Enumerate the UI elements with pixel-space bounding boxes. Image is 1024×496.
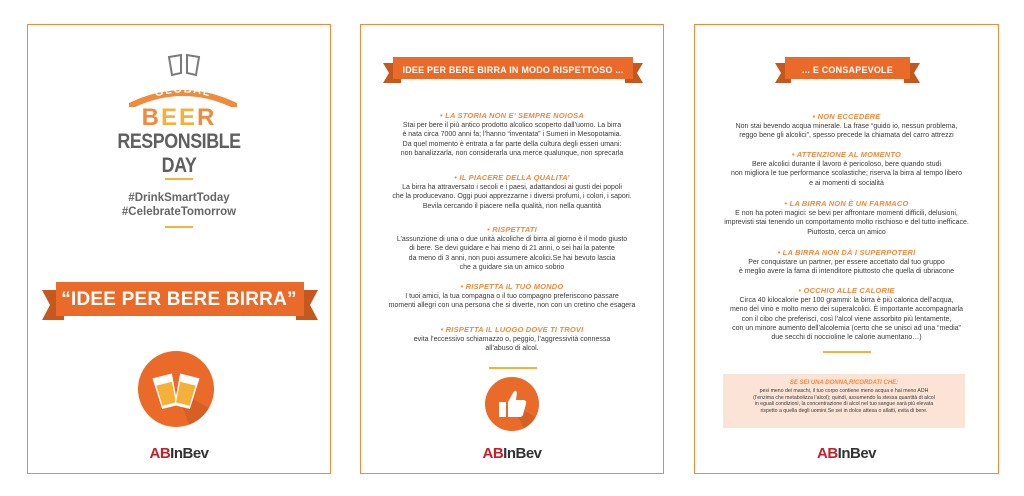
note-line: in eguali condizioni, la concentrazione di alcol nel tuo sangue sarà più elevata [754,401,934,408]
section-line: Bevila cercando il piacere nella qualità, non nella quantità [422,202,602,210]
section-line: I tuoi amici, la tua compagna o il tuo compagno preferiscono passare [405,293,619,300]
note-line: (l’enzima che metabolizza l’alcol); quindi, assumendo la stessa quantità di alcol [753,394,935,401]
brand-inbev: InBev [170,445,209,462]
cover-panel [27,24,331,474]
section-title: • LA STORIA NON E’ SEMPRE NOIOSA [440,111,584,120]
section-line: L’assunzione di una o due unità alcoliche di birra al giorno è il modo giusto [396,236,628,243]
beer-word [28,104,330,132]
section-line: evita l’eccessivo schiamazzo o, peggio, l’aggressività connessa [413,336,611,343]
women-note-box [723,374,965,428]
section-title: • IL PIACERE DELLA QUALITA’ [454,173,570,182]
section-line: La birra ha attraversato i secoli e i paesi, adattandosi ai gusti dei popoli [402,184,622,191]
note-line: pesi meno dei maschi, il tuo corpo contiene meno acqua e hai meno ADH [759,388,929,394]
section-line: due secchi di noccioline le calorie aumentano…) [771,334,922,342]
tips-panel-respectful [360,24,664,474]
section-line: non migliora le tue performance scolastiche; riserva la birra al tempo libero [730,170,963,178]
section-line: Piuttosto, cerca un amico [807,228,886,236]
section-body [371,183,653,211]
section-title: • NON ECCEDERE [812,112,881,121]
hashtag-drinksmarttoday: #DrinkSmartToday [128,192,230,204]
section-title: • RISPETTA IL TUO MONDO [460,282,564,291]
section-body [705,296,988,342]
section-title: • OCCHIO ALLE CALORIE [798,286,895,295]
brand-ab: AB [149,445,171,462]
global-arc-word: GLOBAL [153,83,213,100]
logo-line-responsible: RESPONSIBLE [117,130,241,153]
divider [823,351,871,353]
svg-text:GLOBAL [153,83,212,99]
section-line: Stai per bere il più antico prodotto alcolico scoperto dall’uomo. La birra [402,122,622,129]
section-line: con un minore aumento dell’alcolemia (certo che se unisci ad una “media” [732,324,961,332]
hashtags [28,191,330,219]
brand-inbev: InBev [837,445,877,462]
section-line: che a guidare sia un amico sobrio [459,263,565,271]
women-note-body [729,388,959,414]
beer-letters-ee: EE [160,104,197,131]
beer-letter-b: B [141,104,161,131]
brand-ab: AB [816,445,838,462]
global-arc-banner [123,77,243,107]
section-line: meno del vino e molto meno dei superalcolici. È importante accompagnarla [729,306,964,314]
brand-ab: AB [482,445,504,462]
abinbev-logo [28,445,330,462]
section-line: Bere alcolici durante il lavoro è pericoloso, bere quando studi [751,161,942,168]
banner-title: “IDEE PER BERE BIRRA” [61,289,297,310]
brand-inbev: InBev [503,445,542,462]
note-line: rispetto a quella degli uomini.Se sei in dolce attesa o allatti, evita di bere. [760,407,928,414]
cheers-beer-glasses-icon [138,351,214,427]
section-line: con il cibo che preferisci, così l’alcol viene assorbito più lentamente, [741,315,952,323]
section-body [705,209,988,237]
thumbs-up-icon [485,377,539,431]
beer-letter-r: R [197,104,217,131]
section-title: • LA BIRRA NON È UN FARMACO [784,199,909,208]
section-line: e ai momenti di socialità [809,179,884,187]
logo-line-day: DAY [161,154,197,177]
header-title: ... E CONSAPEVOLE [802,65,893,75]
section-line: momenti allegri con una persona che si diverte, non con un cretino che esagera [388,302,636,310]
section-title: • RISPETTA IL LUOGO DOVE TI TROVI [440,325,584,334]
section-body [371,235,653,272]
section-line: da meno di 3 anni, non puoi assumere alcolici.Se hai bevuto lascia [408,254,616,262]
section-title: • LA BIRRA NON DÀ I SUPERPOTERI [777,248,916,257]
section-line: Circa 40 kilocalorie per 100 grammi: la birra è più calorica dell’acqua, [739,297,954,304]
section-body [705,122,988,141]
section-line: Da quel momento è entrata a far parte della cultura degli esseri umani: [402,140,622,148]
section-body [371,121,653,158]
section-title: • RISPETTATI [487,225,537,234]
section-line: Per conquistare un partner, per essere accettato dal tuo gruppo [748,259,945,266]
section-line: è nata circa 7000 anni fa; l’hanno “inventata” i Sumeri in Mesopotamia. [402,131,622,139]
section-line: è meglio avere la fama di intenditore piuttosto che quella di ubriacone [738,268,955,276]
section-line: imprevisti stai tenendo un comportamento molto rischioso e del tutto inefficace. [724,219,969,227]
abinbev-logo [361,445,663,462]
section-line: reggo bene gli alcolici”, spesso precede la chiamata del carro attrezzi [739,132,954,140]
abinbev-logo [695,445,998,462]
divider [165,226,193,228]
tips-panel-aware [694,24,999,474]
divider [165,178,193,180]
section-line: all’abuso di alcol. [485,345,539,353]
section-body [705,258,988,277]
section-line: Non stai bevendo acqua minerale. La frase “guido io, nessun problema, [735,123,958,130]
section-line: che la producevano. Oggi puoi apprezzarne i diversi profumi, i colori, i sapori. [392,193,632,201]
section-body [371,292,653,311]
section-line: di bere. Se devi guidare e hai meno di 21 anni, o sei hai la patente [409,245,615,253]
divider [489,367,537,369]
hashtag-celebratetomorrow: #CelebrateTomorrow [121,206,237,218]
section-line: non banalizzarla, non considerarla una merce qualunque, non sprecarla [400,149,624,157]
women-note-title: SE SEI UNA DONNA,RICORDATI CHE: [789,380,899,386]
beer-glasses-icon [166,53,202,79]
section-body [371,335,653,354]
section-title: • ATTENZIONE AL MOMENTO [791,150,902,159]
section-body [705,160,988,188]
header-title: IDEE PER BERE BIRRA IN MODO RISPETTOSO ... [402,65,624,75]
section-line: E non ha poteri magici: se bevi per affrontare momenti difficili, delusioni, [735,210,958,217]
